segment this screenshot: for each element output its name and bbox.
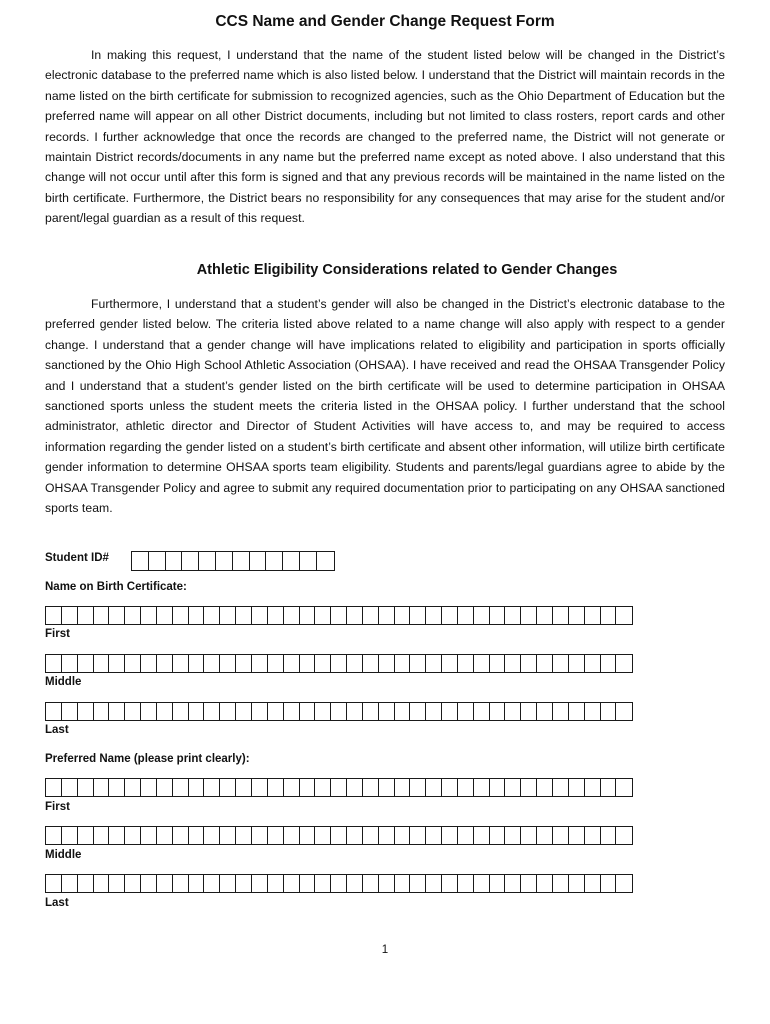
char-box[interactable] [166,552,183,570]
char-box[interactable] [537,607,553,624]
char-box[interactable] [331,827,347,844]
birth-middle-name-label: Middle [45,676,82,688]
char-box[interactable] [149,552,166,570]
char-box[interactable] [379,655,395,672]
char-box[interactable] [585,779,601,796]
birth-last-name-input[interactable] [45,702,633,721]
char-box[interactable] [537,703,553,720]
char-box[interactable] [537,875,553,892]
char-box[interactable] [553,655,569,672]
birth-first-name-label: First [45,628,70,640]
char-box[interactable] [490,827,506,844]
char-box[interactable] [379,607,395,624]
char-box[interactable] [46,703,62,720]
char-box[interactable] [189,827,205,844]
char-box[interactable] [474,655,490,672]
char-box[interactable] [94,655,110,672]
char-box[interactable] [173,607,189,624]
char-box[interactable] [46,827,62,844]
char-box[interactable] [284,703,300,720]
char-box[interactable] [284,779,300,796]
preferred-first-name-label: First [45,801,70,813]
char-box[interactable] [553,875,569,892]
char-box[interactable] [268,827,284,844]
birth-first-name-input[interactable] [45,606,633,625]
char-box[interactable] [442,827,458,844]
char-box[interactable] [125,607,141,624]
student-id-label: Student ID# [45,552,109,564]
char-box[interactable] [62,875,78,892]
char-box[interactable] [300,779,316,796]
char-box[interactable] [317,552,334,570]
char-box[interactable] [569,779,585,796]
char-box[interactable] [125,779,141,796]
char-box[interactable] [315,827,331,844]
char-box[interactable] [458,827,474,844]
char-box[interactable] [395,875,411,892]
char-box[interactable] [395,655,411,672]
char-box[interactable] [585,827,601,844]
char-box[interactable] [157,875,173,892]
char-box[interactable] [78,779,94,796]
char-box[interactable] [458,655,474,672]
char-box[interactable] [490,655,506,672]
char-box[interactable] [132,552,149,570]
char-box[interactable] [569,827,585,844]
char-box[interactable] [189,779,205,796]
char-box[interactable] [505,703,521,720]
char-box[interactable] [379,779,395,796]
char-box[interactable] [182,552,199,570]
char-box[interactable] [490,875,506,892]
char-box[interactable] [474,607,490,624]
char-box[interactable] [505,827,521,844]
char-box[interactable] [347,779,363,796]
char-box[interactable] [109,703,125,720]
char-box[interactable] [410,827,426,844]
birth-middle-name-input[interactable] [45,654,633,673]
char-box[interactable] [521,607,537,624]
char-box[interactable] [236,655,252,672]
char-box[interactable] [569,607,585,624]
char-box[interactable] [490,779,506,796]
char-box[interactable] [410,703,426,720]
char-box[interactable] [78,875,94,892]
char-box[interactable] [189,703,205,720]
char-box[interactable] [426,703,442,720]
char-box[interactable] [585,703,601,720]
char-box[interactable] [300,703,316,720]
char-box[interactable] [109,655,125,672]
char-box[interactable] [331,779,347,796]
char-box[interactable] [442,703,458,720]
char-box[interactable] [236,875,252,892]
char-box[interactable] [458,607,474,624]
char-box[interactable] [505,875,521,892]
char-box[interactable] [363,827,379,844]
char-box[interactable] [125,655,141,672]
char-box[interactable] [141,827,157,844]
char-box[interactable] [521,779,537,796]
char-box[interactable] [569,655,585,672]
char-box[interactable] [233,552,250,570]
char-box[interactable] [616,827,632,844]
char-box[interactable] [62,827,78,844]
char-box[interactable] [426,655,442,672]
page-number: 1 [381,944,389,956]
char-box[interactable] [601,779,617,796]
char-box[interactable] [268,779,284,796]
char-box[interactable] [569,703,585,720]
char-box[interactable] [379,703,395,720]
char-box[interactable] [347,607,363,624]
char-box[interactable] [157,779,173,796]
char-box[interactable] [62,655,78,672]
char-box[interactable] [505,779,521,796]
char-box[interactable] [395,703,411,720]
char-box[interactable] [601,607,617,624]
char-box[interactable] [173,779,189,796]
char-box[interactable] [553,703,569,720]
char-box[interactable] [173,655,189,672]
preferred-middle-name-input[interactable] [45,826,633,845]
char-box[interactable] [46,779,62,796]
char-box[interactable] [315,655,331,672]
char-box[interactable] [379,827,395,844]
char-box[interactable] [505,655,521,672]
char-box[interactable] [173,875,189,892]
char-box[interactable] [347,655,363,672]
athletic-section-heading: Athletic Eligibility Considerations related to Gender Changes [196,262,618,278]
char-box[interactable] [204,827,220,844]
char-box[interactable] [315,875,331,892]
char-box[interactable] [236,779,252,796]
char-box[interactable] [521,875,537,892]
char-box[interactable] [474,779,490,796]
char-box[interactable] [284,827,300,844]
char-box[interactable] [204,875,220,892]
char-box[interactable] [363,655,379,672]
char-box[interactable] [62,703,78,720]
char-box[interactable] [300,827,316,844]
char-box[interactable] [363,607,379,624]
char-box[interactable] [426,779,442,796]
preferred-name-section-label: Preferred Name (please print clearly): [45,753,250,765]
char-box[interactable] [62,779,78,796]
char-box[interactable] [250,552,267,570]
char-box[interactable] [109,779,125,796]
char-box[interactable] [490,607,506,624]
char-box[interactable] [442,779,458,796]
char-box[interactable] [284,655,300,672]
char-box[interactable] [62,607,78,624]
preferred-last-name-input[interactable] [45,874,633,893]
char-box[interactable] [553,779,569,796]
char-box[interactable] [331,655,347,672]
char-box[interactable] [331,607,347,624]
char-box[interactable] [474,703,490,720]
char-box[interactable] [78,607,94,624]
char-box[interactable] [553,827,569,844]
char-box[interactable] [315,607,331,624]
char-box[interactable] [315,703,331,720]
char-box[interactable] [300,607,316,624]
preferred-first-name-input[interactable] [45,778,633,797]
char-box[interactable] [125,875,141,892]
char-box[interactable] [94,607,110,624]
char-box[interactable] [46,875,62,892]
student-id-input[interactable] [131,551,335,571]
char-box[interactable] [236,827,252,844]
char-box[interactable] [283,552,300,570]
char-box[interactable] [347,875,363,892]
preferred-middle-name-label: Middle [45,849,82,861]
char-box[interactable] [204,655,220,672]
char-box[interactable] [616,875,632,892]
char-box[interactable] [220,607,236,624]
char-box[interactable] [585,607,601,624]
char-box[interactable] [78,827,94,844]
char-box[interactable] [220,875,236,892]
char-box[interactable] [442,607,458,624]
char-box[interactable] [109,607,125,624]
char-box[interactable] [601,655,617,672]
char-box[interactable] [458,703,474,720]
char-box[interactable] [141,703,157,720]
char-box[interactable] [426,875,442,892]
char-box[interactable] [109,875,125,892]
char-box[interactable] [78,655,94,672]
char-box[interactable] [189,607,205,624]
char-box[interactable] [109,827,125,844]
char-box[interactable] [410,779,426,796]
char-box[interactable] [537,779,553,796]
char-box[interactable] [395,827,411,844]
char-box[interactable] [363,779,379,796]
char-box[interactable] [204,703,220,720]
char-box[interactable] [125,827,141,844]
char-box[interactable] [347,703,363,720]
char-box[interactable] [442,655,458,672]
char-box[interactable] [173,827,189,844]
char-box[interactable] [46,655,62,672]
char-box[interactable] [601,827,617,844]
char-box[interactable] [78,703,94,720]
char-box[interactable] [268,607,284,624]
char-box[interactable] [569,875,585,892]
char-box[interactable] [141,779,157,796]
char-box[interactable] [199,552,216,570]
char-box[interactable] [300,655,316,672]
char-box[interactable] [236,607,252,624]
char-box[interactable] [379,875,395,892]
char-box[interactable] [252,827,268,844]
char-box[interactable] [220,655,236,672]
char-box[interactable] [157,703,173,720]
char-box[interactable] [490,703,506,720]
char-box[interactable] [268,703,284,720]
birth-last-name-label: Last [45,724,69,736]
char-box[interactable] [505,607,521,624]
char-box[interactable] [616,607,632,624]
char-box[interactable] [410,607,426,624]
char-box[interactable] [252,875,268,892]
char-box[interactable] [426,827,442,844]
char-box[interactable] [204,607,220,624]
char-box[interactable] [284,875,300,892]
preferred-last-name-label: Last [45,897,69,909]
char-box[interactable] [252,655,268,672]
char-box[interactable] [157,827,173,844]
char-box[interactable] [125,703,141,720]
char-box[interactable] [300,552,317,570]
char-box[interactable] [252,779,268,796]
char-box[interactable] [204,779,220,796]
char-box[interactable] [216,552,233,570]
char-box[interactable] [268,875,284,892]
char-box[interactable] [331,703,347,720]
char-box[interactable] [363,703,379,720]
char-box[interactable] [521,703,537,720]
char-box[interactable] [157,655,173,672]
char-box[interactable] [474,827,490,844]
char-box[interactable] [220,827,236,844]
char-box[interactable] [616,779,632,796]
char-box[interactable] [157,607,173,624]
char-box[interactable] [141,607,157,624]
char-box[interactable] [189,655,205,672]
char-box[interactable] [363,875,379,892]
char-box[interactable] [458,779,474,796]
char-box[interactable] [300,875,316,892]
char-box[interactable] [141,875,157,892]
char-box[interactable] [601,875,617,892]
char-box[interactable] [410,655,426,672]
char-box[interactable] [268,655,284,672]
char-box[interactable] [537,655,553,672]
char-box[interactable] [94,779,110,796]
char-box[interactable] [347,827,363,844]
char-box[interactable] [284,607,300,624]
char-box[interactable] [521,827,537,844]
char-box[interactable] [220,779,236,796]
char-box[interactable] [521,655,537,672]
char-box[interactable] [252,703,268,720]
char-box[interactable] [585,655,601,672]
birth-name-section-label: Name on Birth Certificate: [45,581,187,593]
char-box[interactable] [426,607,442,624]
char-box[interactable] [220,703,236,720]
char-box[interactable] [616,703,632,720]
char-box[interactable] [474,875,490,892]
char-box[interactable] [410,875,426,892]
athletic-eligibility-paragraph: Furthermore, I understand that a student’s gender will also be changed in the District’s electronic database to the preferred gender listed below. The criteria listed above related to a name change will also apply with respect to a gender change. I understand that a gender change will have implications related to eligibility and participation in sports officially sanctioned by the Ohio High School Athletic Association (OHSAA). I have received and read the OHSAA Transgender Policy and I understand that a student’s gender listed on the birth certificate will be used to determine participation in OHSAA sanctioned sports unless the student meets the criteria listed in the OHSAA policy. I further understand that the school administrator, athletic director and Director of Student Activities will have access to, and may be required to access information regarding the gender listed on a student’s birth certificate and absent other information, will utilize birth certificate gender information to determine OHSAA sports team eligibility. Students and parents/legal guardians agree to abide by the OHSAA Transgender Policy and agree to submit any required documentation prior to participating on any OHSAA sanctioned sports team. [45,297,725,516]
char-box[interactable] [236,703,252,720]
char-box[interactable] [442,875,458,892]
char-box[interactable] [331,875,347,892]
char-box[interactable] [395,607,411,624]
char-box[interactable] [141,655,157,672]
char-box[interactable] [585,875,601,892]
name-change-paragraph: In making this request, I understand that the name of the student listed below will be changed in the District’s electronic database to the preferred name which is also listed below. I understand that the District will maintain records in the name listed on the birth certificate for submission to recognized agencies, such as the Ohio Department of Education but the preferred name will appear on all other District documents, including but not limited to class rosters, report cards and other records. I further acknowledge that once the records are changed to the preferred name, the District will not generate or maintain District records/documents in any name but the preferred name except as noted above. I also understand that this change will not occur until after this form is signed and that any previous records will be maintained in the name listed on the birth certificate. Furthermore, the District bears no responsibility for any consequences that may arise for the student and/or parent/legal guardian as a result of this request. [45,48,725,226]
char-box[interactable] [94,875,110,892]
char-box[interactable] [537,827,553,844]
char-box[interactable] [395,779,411,796]
char-box[interactable] [189,875,205,892]
char-box[interactable] [173,703,189,720]
char-box[interactable] [458,875,474,892]
char-box[interactable] [553,607,569,624]
char-box[interactable] [94,703,110,720]
char-box[interactable] [94,827,110,844]
char-box[interactable] [266,552,283,570]
char-box[interactable] [616,655,632,672]
char-box[interactable] [601,703,617,720]
char-box[interactable] [252,607,268,624]
char-box[interactable] [46,607,62,624]
form-title: CCS Name and Gender Change Request Form [215,13,555,30]
char-box[interactable] [315,779,331,796]
